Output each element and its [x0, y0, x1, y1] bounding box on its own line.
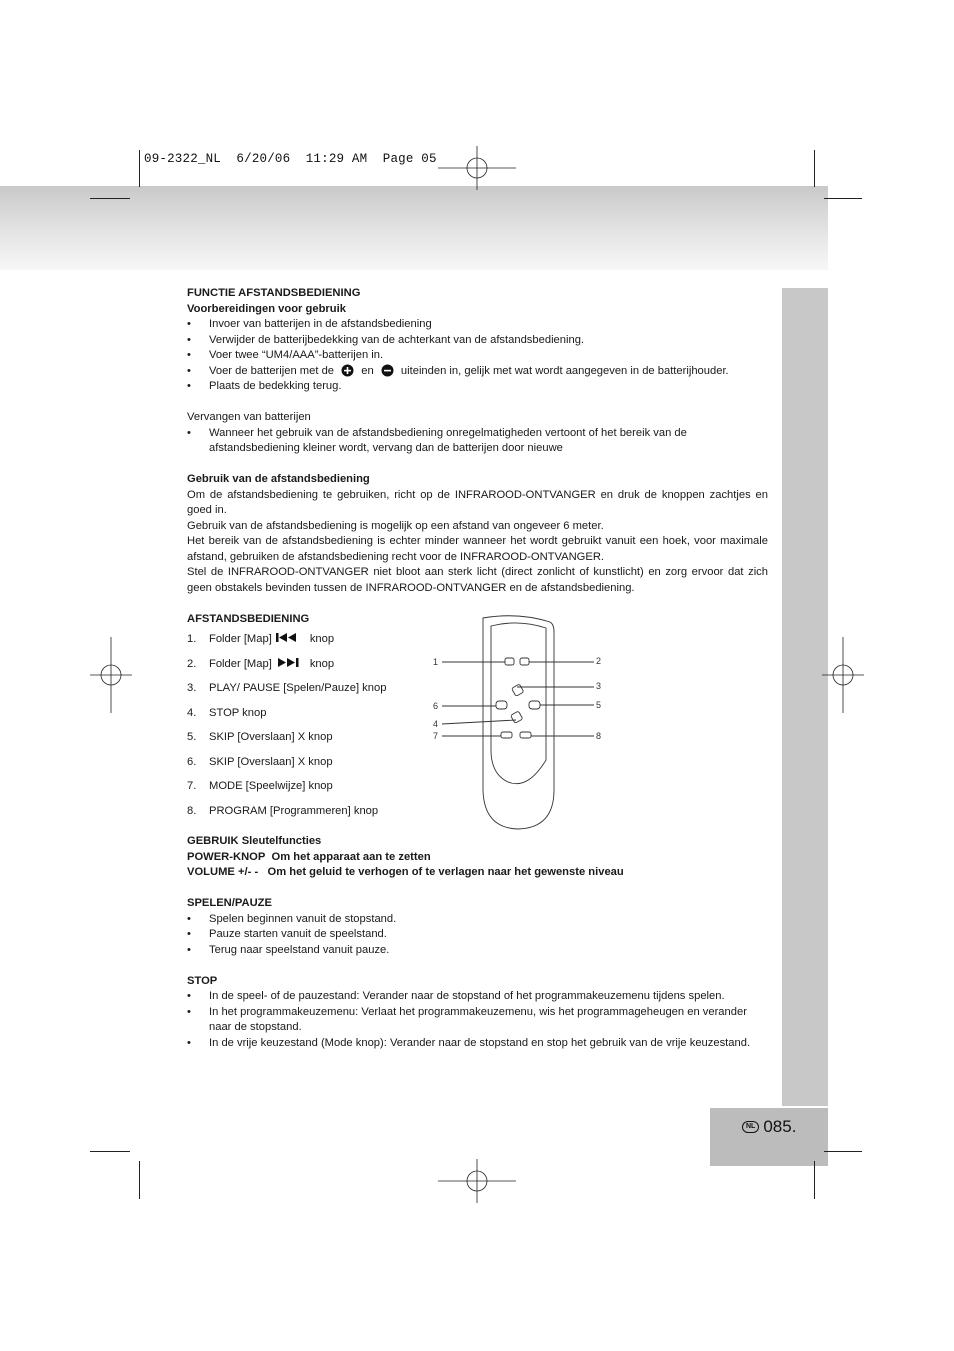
section-title-sleutel: GEBRUIK Sleutelfuncties: [187, 835, 322, 847]
key-line-power: POWER-KNOP Om het apparaat aan te zetten: [187, 850, 431, 863]
section-title-gebruik: Gebruik van de afstandsbediening: [187, 473, 370, 485]
section-title-afstand: AFSTANDSBEDIENING: [187, 612, 310, 625]
section-title-vervangen: Vervangen van batterijen: [187, 411, 311, 423]
callout-8: 8: [596, 731, 602, 741]
list-item: • Invoer van batterijen in de afstandsbediening: [187, 317, 768, 333]
minus-circle-icon: [381, 364, 394, 377]
list-item: 8. PROGRAM [Programmeren] knop: [187, 804, 379, 817]
section-title-spelen: SPELEN/PAUZE: [187, 897, 272, 909]
subtitle-voorbereidingen: Voorbereidingen voor gebruik: [187, 302, 346, 315]
plus-circle-icon: [341, 364, 354, 377]
language-badge: NL: [742, 1121, 759, 1133]
stop-list: [187, 989, 768, 1051]
callout-1: 1: [433, 657, 439, 667]
paragraph: Om de afstandsbediening te gebruiken, richt op de INFRAROOD-ONTVANGER en druk de knoppen zachtjes en goed in.: [187, 488, 768, 516]
list-item: • Pauze starten vanuit de speelstand.: [187, 927, 768, 943]
remote-inner-outline: [491, 623, 546, 784]
list-item: 2. Folder [Map] knop: [187, 657, 335, 670]
list-item: • In het programmakeuzemenu: Verlaat het programmakeuzemenu, wis het programmageheugen en verander naar de stopstand.: [187, 1005, 768, 1036]
callout-7: 7: [433, 731, 439, 741]
prep-list: [187, 317, 768, 395]
skip-previous-icon: [276, 632, 298, 643]
list-item: • Spelen beginnen vanuit de stopstand.: [187, 912, 768, 928]
list-item: 6. SKIP [Overslaan] X knop: [187, 755, 333, 768]
remote-body-outline: [483, 616, 554, 829]
page-number-text: 085.: [763, 1117, 797, 1136]
callout-3: 3: [596, 681, 602, 691]
list-item: • Voer twee “UM4/AAA”-batterijen in.: [187, 348, 768, 364]
callout-5: 5: [596, 700, 602, 710]
section-title-stop: STOP: [187, 974, 218, 987]
callout-6: 6: [433, 701, 439, 711]
replace-list: [187, 426, 768, 457]
list-item: • In de vrije keuzestand (Mode knop): Verander naar de stopstand en stop het gebruik van de vrije keuzestand.: [187, 1036, 768, 1052]
play-pause-list: [187, 912, 768, 959]
list-item: • Plaats de bedekking terug.: [187, 379, 768, 395]
paragraph: Stel de INFRAROOD-ONTVANGER niet bloot aan sterk licht (direct zonlicht of kunstlicht) en zorg ervoor dat zich geen obstakels bevinden tussen de INFRAROOD-ONTVANGER en de afstandsbediening.: [187, 566, 768, 594]
section-title-functie: FUNCTIE AFSTANDSBEDIENING: [187, 287, 361, 299]
list-item: • Terug naar speelstand vanuit pauze.: [187, 943, 768, 959]
list-item: 7. MODE [Speelwijze] knop: [187, 780, 333, 792]
skip-next-icon: [276, 657, 300, 668]
list-item-polarity: • Voer de batterijen met de en uiteinden in, gelijk met wat wordt aangegeven in de batterijhouder.: [187, 364, 768, 380]
callout-4: 4: [433, 719, 439, 729]
list-item: 5. SKIP [Overslaan] X knop: [187, 731, 333, 743]
list-item: 1. Folder [Map] knop: [187, 633, 335, 645]
remote-control-diagram: [428, 610, 608, 835]
list-item: • In de speel- of de pauzestand: Verander naar de stopstand of het programmakeuzemenu tijdens spelen.: [187, 989, 768, 1005]
key-line-volume: VOLUME +/- - Om het geluid te verhogen of te verlagen naar het gewenste niveau: [187, 866, 624, 878]
callout-2: 2: [596, 656, 602, 666]
paragraph: Gebruik van de afstandsbediening is mogelijk op een afstand van ongeveer 6 meter.: [187, 519, 604, 532]
paragraph: Het bereik van de afstandsbediening is echter minder wanneer het wordt gebruikt vanuit een hoek, voor maximale afstand, gebruiken de afstandsbediening recht voor de INFRAROOD-ONTVANGER.: [187, 535, 768, 563]
print-slug-line: 09-2322_NL 6/20/06 11:29 AM Page 05: [144, 152, 437, 166]
list-item: • Wanneer het gebruik van de afstandsbediening onregelmatigheden vertoont of het bereik van de afstandsbediening kleiner wordt, vervang dan de batterijen door nieuwe: [187, 426, 768, 457]
list-item: • Verwijder de batterijbedekking van de achterkant van de afstandsbediening.: [187, 333, 768, 349]
list-item: 3. PLAY/ PAUSE [Spelen/Pauze] knop: [187, 682, 387, 694]
list-item: 4. STOP knop: [187, 706, 267, 719]
